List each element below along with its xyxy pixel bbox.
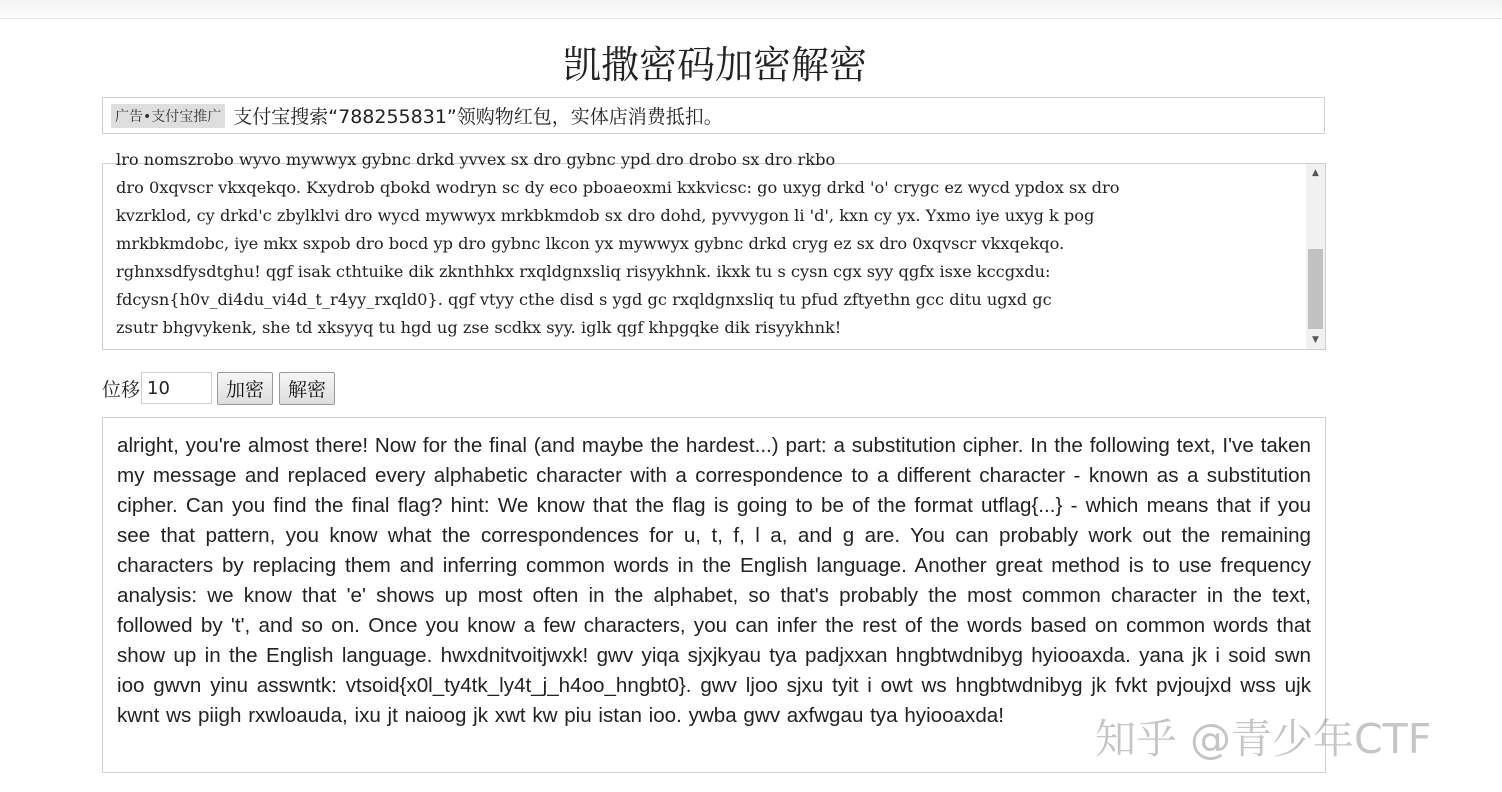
browser-top-edge <box>0 0 1502 19</box>
textarea-scrollbar[interactable] <box>1306 164 1325 349</box>
plaintext-content: alright, you're almost there! Now for the final (and maybe the hardest...) part: a substitution cipher. In the following text, I've taken my message and replaced every alphabetic character with a correspondence to a different character - known as a substitution cipher. Can you find the final flag? hint: We know that the flag is going to be of the format utflag{...} - which means that if you see that pattern, you know what the correspondences for u, t, f, l a, and g are. You can probably work out the remaining characters by replacing them and inferring common words in the English language. Another great method is to use frequency analysis: we know that 'e' shows up most often in the alphabet, so that's probably the most common character in the text, followed by 't', and so on. Once you know a few characters, you can infer the rest of the words based on common words that show up in the English language. hwxdnitvoitjwxk! gwv yiqa sjxjkyau tya padjxxan hngbtwdnibyg hyiooaxda. yana jk i soid swn ioo gwvn yinu asswntk: vtsoid{x0l_ty4tk_ly4t_j_h4oo_hngbt0}. gwv ljoo sjxu tyit i owt ws hngbtwdnibyg jk fvkt pvjoujxd wss ujk kwnt ws piigh rxwloauda, ixu jt naioog jk xwt kw piu istan ioo. ywba gwv axfwgau tya hyiooaxda! <box>117 434 1311 727</box>
page-title: 凯撒密码加密解密 <box>562 43 867 87</box>
ad-banner[interactable] <box>102 97 1325 134</box>
ciphertext-textarea[interactable] <box>102 150 1326 350</box>
ad-tag: 广告•支付宝推广 <box>111 104 225 128</box>
encrypt-button[interactable]: 加密 <box>217 372 273 405</box>
shift-label: 位移 <box>102 378 141 401</box>
ciphertext-content: lro nomszrobo wyvo mywwyx gybnc drkd yvvex sx dro gybnc ypd dro drobo sx dro rkbo dro 0xqvscr vkxqekqo. Kxydrob qbokd wodryn sc dy eco pboaeoxmi kxkvicsc: go uxyg drkd 'o' crygc ez wycd ypdox sx dro kvzrklod, cy drkd'c zbylklvi dro wycd mywwyx mrkbkmdob sx dro dohd, pyvvygon li 'd', kxn cy yx. Yxmo iye uxyg k pog mrkbkmdobc, iye mkx sxpob dro bocd yp dro gybnc lkcon yx mywwyx gybnc drkd cryg ez sx dro 0xqvscr vkxqekqo. rghnxsdfysdtghu! qgf isak cthtuike dik zknthhkx rxqldgnxsliq risyykhnk. ikxk tu s cysn cgx syy qgfx isxe kccgxdu: fdcysn{h0v_di4du_vi4d_t_r4yy_rxqld0}. qgf vtyy cthe disd s ygd gc rxqldgnxsliq tu pfud zftyethn gcc ditu ugxd gc zsutr bhgvykenk, she td xksyyq tu hgd ug zse scdkx syy. iglk qgf khpgqke dik risyykhnk! <box>116 150 1120 337</box>
plaintext-textarea[interactable] <box>102 417 1326 773</box>
ad-text[interactable]: 支付宝搜索“788255831”领购物红包，实体店消费抵扣。 <box>233 106 723 128</box>
scroll-down-icon[interactable]: ▼ <box>1312 335 1319 345</box>
scrollbar-thumb[interactable] <box>1308 249 1323 329</box>
watermark: 知乎 @青少年CTF <box>1095 715 1432 763</box>
shift-input[interactable] <box>141 372 212 404</box>
shift-controls <box>102 371 341 405</box>
scroll-up-icon[interactable]: ▲ <box>1312 168 1319 178</box>
decrypt-button[interactable]: 解密 <box>279 372 335 405</box>
